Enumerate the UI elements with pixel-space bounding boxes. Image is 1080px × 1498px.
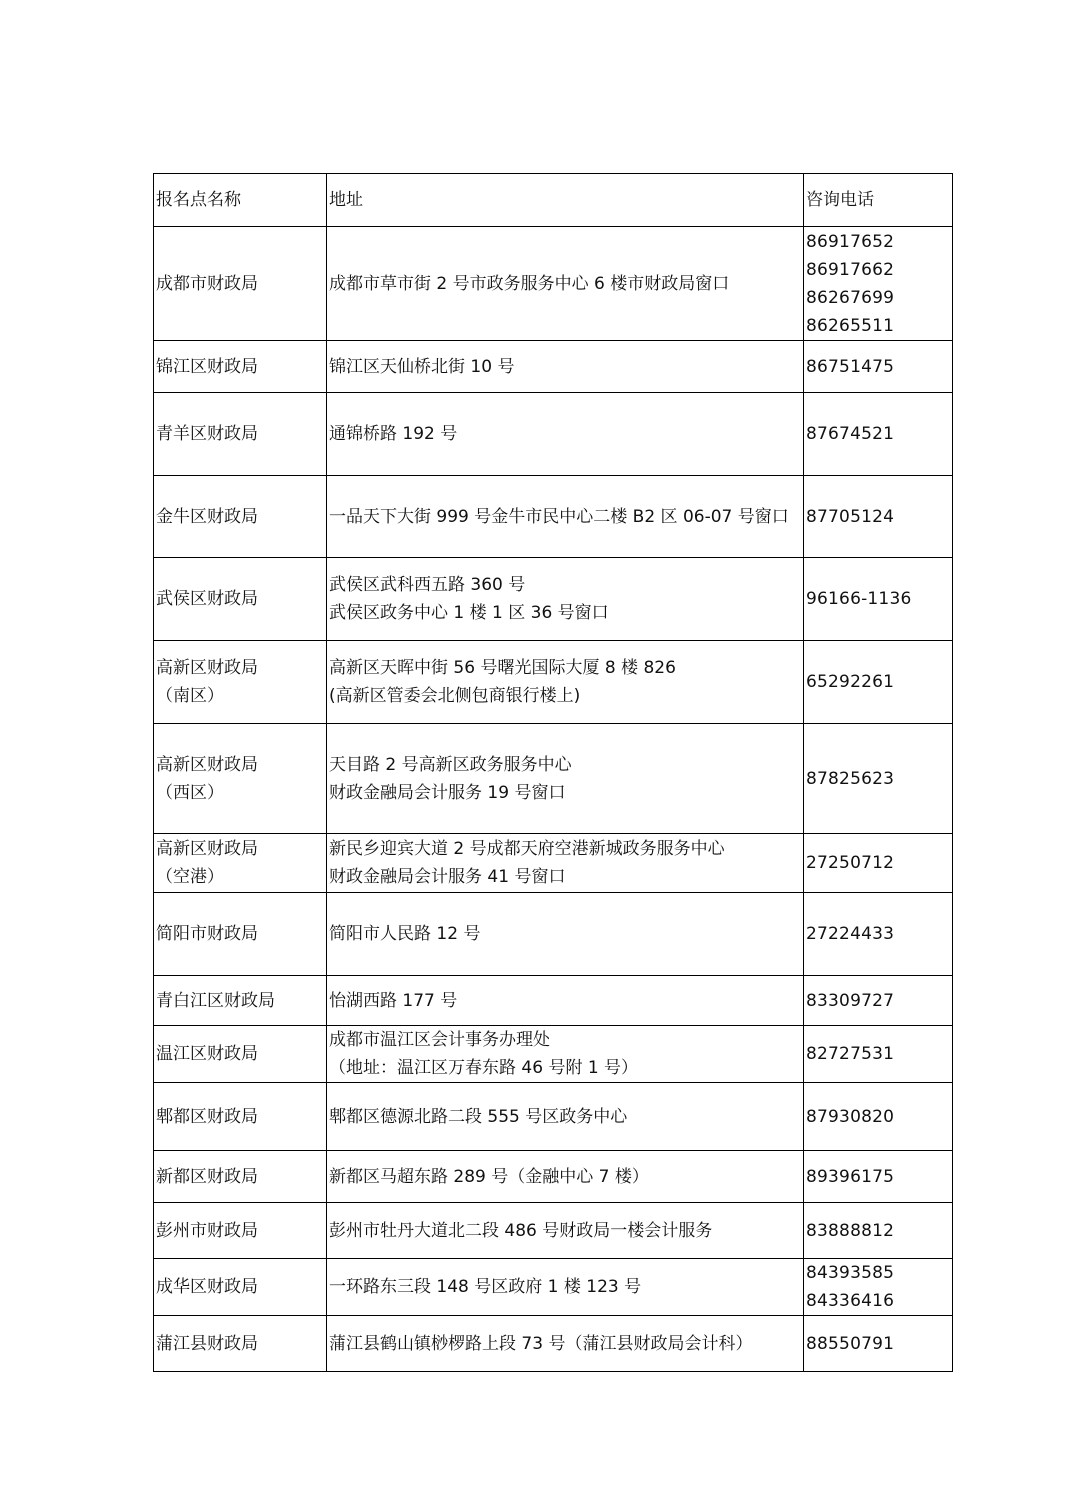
office-name-line: 成华区财政局 xyxy=(156,1277,258,1297)
address-line: 成都市草市街 2 号市政务服务中心 6 楼市财政局窗口 xyxy=(329,273,730,294)
office-name-line: 高新区财政局 xyxy=(156,839,258,859)
address-line: 简阳市人民路 12 号 xyxy=(329,924,481,944)
phone-number: 86917652 xyxy=(806,231,895,252)
table-row xyxy=(154,1026,953,1083)
phone-cell xyxy=(804,227,953,341)
table-row xyxy=(154,641,953,724)
address-cell xyxy=(327,1026,804,1083)
address-cell xyxy=(327,1151,804,1203)
address-line: 彭州市牡丹大道北二段 486 号财政局一楼会计服务 xyxy=(329,1220,713,1241)
phone-number: 88550791 xyxy=(806,1333,895,1354)
phone-cell xyxy=(804,558,953,641)
address-cell xyxy=(327,1259,804,1316)
table-row xyxy=(154,976,953,1026)
office-name-line: （西区） xyxy=(156,782,224,803)
phone-number: 87930820 xyxy=(806,1106,895,1127)
table-row xyxy=(154,1259,953,1316)
phone-number: 86265511 xyxy=(806,315,895,336)
address-line: 武侯区政务中心 1 楼 1 区 36 号窗口 xyxy=(329,603,609,623)
office-name-cell xyxy=(154,1203,327,1259)
address-cell xyxy=(327,834,804,893)
table-row xyxy=(154,834,953,893)
phone-number: 27250712 xyxy=(806,853,895,873)
table-row xyxy=(154,341,953,393)
phone-number: 84393585 xyxy=(806,1263,895,1283)
phone-cell xyxy=(804,393,953,476)
phone-number: 65292261 xyxy=(806,672,895,692)
address-line: 一环路东三段 148 号区政府 1 楼 123 号 xyxy=(329,1277,642,1297)
office-name-line: 锦江区财政局 xyxy=(156,356,258,377)
office-name-cell xyxy=(154,1026,327,1083)
table-row xyxy=(154,1083,953,1151)
address-cell xyxy=(327,393,804,476)
phone-number: 82727531 xyxy=(806,1044,895,1064)
phone-number: 86751475 xyxy=(806,356,895,377)
header-address: 地址 xyxy=(327,174,804,227)
phone-cell xyxy=(804,834,953,893)
office-name-cell xyxy=(154,1316,327,1372)
address-line: (高新区管委会北侧包商银行楼上) xyxy=(329,686,581,706)
phone-number: 96166-1136 xyxy=(806,589,912,609)
phone-number: 87674521 xyxy=(806,424,895,444)
phone-cell xyxy=(804,1203,953,1259)
office-name-line: 高新区财政局 xyxy=(156,754,258,775)
header-phone: 咨询电话 xyxy=(804,174,953,227)
office-name-line: 青羊区财政局 xyxy=(156,424,258,444)
office-name-cell xyxy=(154,1151,327,1203)
phone-cell xyxy=(804,641,953,724)
table-row xyxy=(154,1203,953,1259)
address-line: 新都区马超东路 289 号（金融中心 7 楼） xyxy=(329,1166,649,1187)
address-cell xyxy=(327,1083,804,1151)
phone-number: 27224433 xyxy=(806,924,895,944)
address-cell xyxy=(327,893,804,976)
office-name-line: 新都区财政局 xyxy=(156,1166,258,1187)
table-row xyxy=(154,227,953,341)
office-name-cell xyxy=(154,976,327,1026)
table-row xyxy=(154,393,953,476)
table-row xyxy=(154,724,953,834)
address-line: 财政金融局会计服务 19 号窗口 xyxy=(329,782,566,803)
office-name-cell xyxy=(154,558,327,641)
table-row xyxy=(154,893,953,976)
office-name-line: 武侯区财政局 xyxy=(156,589,258,609)
office-name-cell xyxy=(154,834,327,893)
phone-cell xyxy=(804,1026,953,1083)
address-cell xyxy=(327,558,804,641)
header-row xyxy=(154,174,953,227)
office-name-cell xyxy=(154,893,327,976)
phone-number: 83309727 xyxy=(806,990,895,1011)
phone-number: 83888812 xyxy=(806,1220,895,1241)
office-name-line: 成都市财政局 xyxy=(156,273,258,294)
office-name-line: 郫都区财政局 xyxy=(156,1106,258,1127)
registration-points-table xyxy=(153,173,953,1372)
address-cell xyxy=(327,724,804,834)
office-name-cell xyxy=(154,341,327,393)
address-line: 武侯区武科西五路 360 号 xyxy=(329,575,526,595)
phone-cell xyxy=(804,893,953,976)
phone-cell xyxy=(804,724,953,834)
phone-cell xyxy=(804,1316,953,1372)
address-cell xyxy=(327,227,804,341)
address-line: 天目路 2 号高新区政务服务中心 xyxy=(329,754,572,775)
office-name-line: （南区） xyxy=(156,686,224,706)
table-row xyxy=(154,558,953,641)
office-name-cell xyxy=(154,724,327,834)
table-row xyxy=(154,476,953,558)
address-line: 锦江区天仙桥北街 10 号 xyxy=(329,356,515,377)
phone-number: 87705124 xyxy=(806,506,895,527)
office-name-cell xyxy=(154,1083,327,1151)
office-name-cell xyxy=(154,641,327,724)
address-line: 通锦桥路 192 号 xyxy=(329,424,458,444)
office-name-line: 高新区财政局 xyxy=(156,658,258,678)
header-name: 报名点名称 xyxy=(154,174,327,227)
office-name-line: （空港） xyxy=(156,867,224,887)
phone-cell xyxy=(804,976,953,1026)
phone-number: 84336416 xyxy=(806,1291,895,1311)
phone-cell xyxy=(804,1259,953,1316)
office-name-cell xyxy=(154,393,327,476)
address-cell xyxy=(327,341,804,393)
phone-cell xyxy=(804,1083,953,1151)
office-name-line: 蒲江县财政局 xyxy=(156,1333,258,1354)
phone-cell xyxy=(804,1151,953,1203)
office-name-cell xyxy=(154,1259,327,1316)
phone-cell xyxy=(804,476,953,558)
address-cell xyxy=(327,976,804,1026)
address-line: 成都市温江区会计事务办理处 xyxy=(329,1030,550,1050)
office-name-cell xyxy=(154,227,327,341)
office-name-line: 彭州市财政局 xyxy=(156,1220,258,1241)
address-line: 财政金融局会计服务 41 号窗口 xyxy=(329,867,566,887)
address-line: 高新区天晖中街 56 号曙光国际大厦 8 楼 826 xyxy=(329,658,676,678)
phone-number: 89396175 xyxy=(806,1166,895,1187)
phone-cell xyxy=(804,341,953,393)
table-row xyxy=(154,1151,953,1203)
address-line: （地址：温江区万春东路 46 号附 1 号） xyxy=(329,1058,639,1078)
office-name-line: 简阳市财政局 xyxy=(156,924,258,944)
office-name-line: 温江区财政局 xyxy=(156,1044,258,1064)
office-name-cell xyxy=(154,476,327,558)
table-row xyxy=(154,1316,953,1372)
office-name-line: 金牛区财政局 xyxy=(156,506,258,527)
address-line: 怡湖西路 177 号 xyxy=(329,990,458,1011)
address-cell xyxy=(327,476,804,558)
office-name-line: 青白江区财政局 xyxy=(156,990,275,1011)
phone-number: 86267699 xyxy=(806,287,895,308)
address-cell xyxy=(327,1316,804,1372)
address-line: 一品天下大街 999 号金牛市民中心二楼 B2 区 06-07 号窗口 xyxy=(329,506,789,527)
address-cell xyxy=(327,641,804,724)
phone-number: 86917662 xyxy=(806,259,895,280)
address-line: 蒲江县鹤山镇桫椤路上段 73 号（蒲江县财政局会计科） xyxy=(329,1333,753,1354)
address-line: 新民乡迎宾大道 2 号成都天府空港新城政务服务中心 xyxy=(329,839,725,859)
address-cell xyxy=(327,1203,804,1259)
address-line: 郫都区德源北路二段 555 号区政务中心 xyxy=(329,1106,628,1127)
phone-number: 87825623 xyxy=(806,768,895,789)
